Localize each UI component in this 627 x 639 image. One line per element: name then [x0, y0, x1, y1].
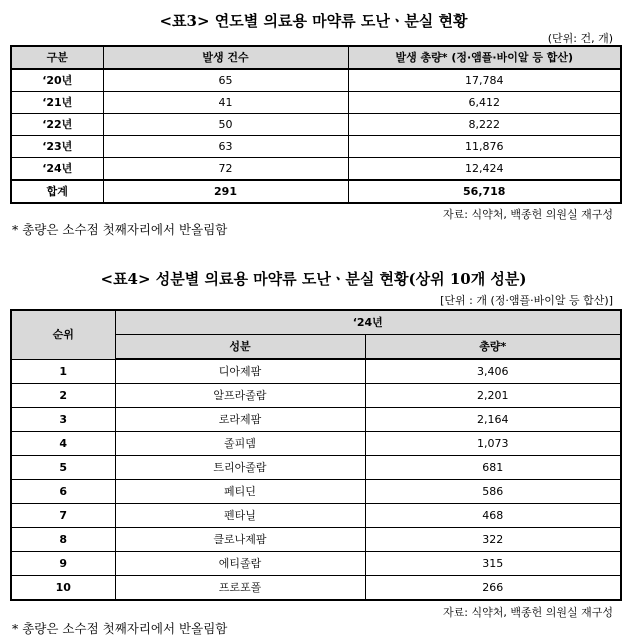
- year-cell: ‘23년: [11, 136, 103, 158]
- table4-unit: [단위 : 개 (정·앰플·바이알 등 합산)]: [440, 294, 613, 307]
- ingredient-cell: 펜타닐: [115, 504, 365, 528]
- table3-sum-row: [11, 180, 621, 203]
- count-cell: 65: [103, 69, 348, 92]
- table-row: [11, 480, 621, 504]
- ingredient-cell: 알프라졸람: [115, 384, 365, 408]
- ingredient-cell: 프로포폴: [115, 576, 365, 601]
- ingredient-cell: 에티졸람: [115, 552, 365, 576]
- total-cell: 2,164: [365, 408, 621, 432]
- total-cell: 322: [365, 528, 621, 552]
- ingredient-cell: 페티딘: [115, 480, 365, 504]
- table-row: [11, 69, 621, 92]
- year-cell: ‘20년: [11, 69, 103, 92]
- count-cell: 72: [103, 158, 348, 181]
- total-cell: 266: [365, 576, 621, 601]
- table3: [10, 45, 622, 204]
- table3-header-total: 발생 총량* (정·앰플·바이알 등 합산): [348, 46, 621, 69]
- table4-header-total: 총량*: [365, 335, 621, 360]
- total-cell: 12,424: [348, 158, 621, 181]
- table-row: [11, 114, 621, 136]
- total-cell: 681: [365, 456, 621, 480]
- year-cell: ‘22년: [11, 114, 103, 136]
- table3-header-count: 발생 건수: [103, 46, 348, 69]
- count-cell: 50: [103, 114, 348, 136]
- table4-title: <표4> 성분별 의료용 마약류 도난ㆍ분실 현황(상위 10개 성분): [100, 270, 527, 288]
- total-cell: 2,201: [365, 384, 621, 408]
- rank-cell: 6: [11, 480, 115, 504]
- rank-cell: 10: [11, 576, 115, 601]
- table-row: [11, 158, 621, 181]
- table4-header-ingredient: 성분: [115, 335, 365, 360]
- total-cell: 586: [365, 480, 621, 504]
- table3-unit: (단위: 건, 개): [547, 32, 613, 45]
- table3-source: 자료: 식약처, 백종헌 의원실 재구성: [443, 208, 613, 221]
- table4-header-row: [11, 310, 621, 335]
- table-row: [11, 456, 621, 480]
- total-cell: 1,073: [365, 432, 621, 456]
- table3-header-category: 구분: [11, 46, 103, 69]
- rank-cell: 7: [11, 504, 115, 528]
- rank-cell: 9: [11, 552, 115, 576]
- table-row: [11, 432, 621, 456]
- table-row: [11, 528, 621, 552]
- total-cell: 11,876: [348, 136, 621, 158]
- ingredient-cell: 클로나제팜: [115, 528, 365, 552]
- rank-cell: 8: [11, 528, 115, 552]
- total-cell: 17,784: [348, 69, 621, 92]
- year-cell: ‘21년: [11, 92, 103, 114]
- rank-cell: 5: [11, 456, 115, 480]
- table-row: [11, 92, 621, 114]
- rank-cell: 4: [11, 432, 115, 456]
- table4-source: 자료: 식약처, 백종헌 의원실 재구성: [443, 606, 613, 619]
- table-row: [11, 504, 621, 528]
- total-cell: 315: [365, 552, 621, 576]
- ingredient-cell: 졸피뎀: [115, 432, 365, 456]
- table4-note: * 총량은 소수점 첫째자리에서 반올림함: [12, 621, 228, 636]
- table-row: [11, 552, 621, 576]
- table3-note: * 총량은 소수점 첫째자리에서 반올림함: [12, 222, 228, 237]
- table4-header-rank: 순위: [11, 310, 115, 359]
- sum-total-cell: 56,718: [348, 180, 621, 203]
- ingredient-cell: 트리아졸람: [115, 456, 365, 480]
- total-cell: 468: [365, 504, 621, 528]
- count-cell: 41: [103, 92, 348, 114]
- count-cell: 63: [103, 136, 348, 158]
- total-cell: 3,406: [365, 359, 621, 384]
- rank-cell: 2: [11, 384, 115, 408]
- ingredient-cell: 디아제팜: [115, 359, 365, 384]
- total-cell: 6,412: [348, 92, 621, 114]
- table-row: [11, 384, 621, 408]
- year-cell: ‘24년: [11, 158, 103, 181]
- table-row: [11, 136, 621, 158]
- table-row: [11, 408, 621, 432]
- table3-title: <표3> 연도별 의료용 마약류 도난ㆍ분실 현황: [159, 12, 468, 30]
- table4: [10, 309, 622, 601]
- total-cell: 8,222: [348, 114, 621, 136]
- sum-count-cell: 291: [103, 180, 348, 203]
- table3-header-row: [11, 46, 621, 69]
- table-row: [11, 576, 621, 601]
- table-row: [11, 359, 621, 384]
- table4-header-year: ‘24년: [115, 310, 621, 335]
- rank-cell: 3: [11, 408, 115, 432]
- sum-label-cell: 합계: [11, 180, 103, 203]
- rank-cell: 1: [11, 359, 115, 384]
- ingredient-cell: 로라제팜: [115, 408, 365, 432]
